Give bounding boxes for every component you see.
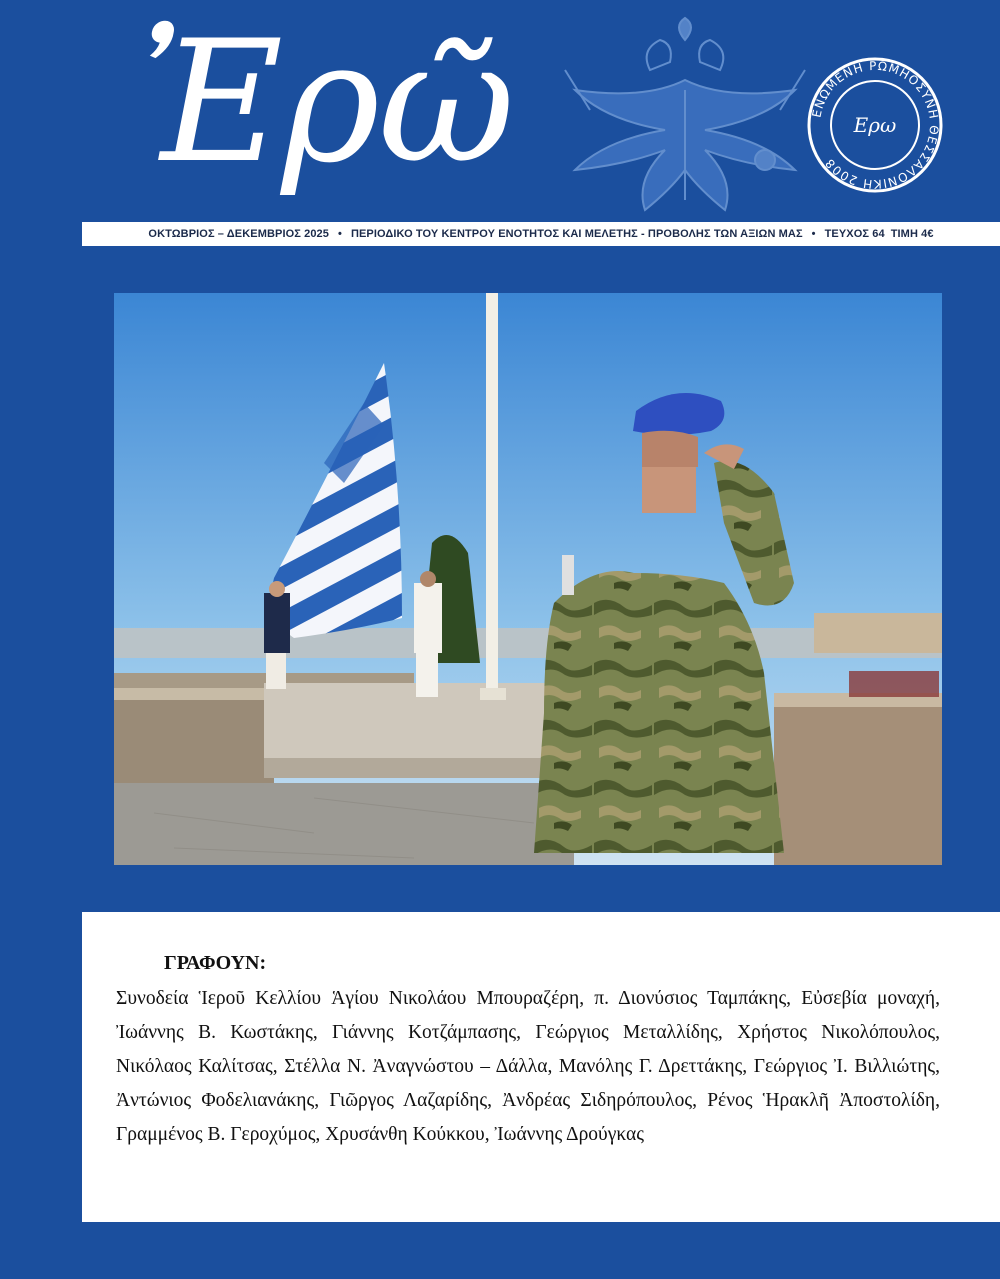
issue-price: ΤΙΜΗ 4€: [890, 228, 934, 240]
contributors-list: Συνοδεία Ἱεροῦ Κελλίου Ἁγίου Νικολάου Μπουραζέρη, π. Διονύσιος Ταμπάκης, Εὐσεβία μοναχή, Ἰωάννης Β. Κωστάκης, Γιάννης Κοτζάμπασης, Γεώργιος Μεταλλίδης, Χρήστος Νικολόπουλος, Νικόλαος Καλίτσας, Στέλλα Ν. Ἀναγνώστου – Δάλλα, Μανόλης Γ. Δρεττάκης, Γεώργιος Ἰ. Βιλλιώτης, Ἀντώνιος Φοδελιανάκης, Γιῶργος Λαζαρίδης, Ἀνδρέας Σιδηρόπουλος, Ρένος Ἡρακλῆ Ἀποστολίδη, Γραμμένος Β. Γεροχύμος, Χρυσάνθη Κούκκου, Ἰωάννης Δρούγκας: [116, 988, 940, 1145]
issue-period: ΟΚΤΩΒΡΙΟΣ – ΔΕΚΕΜΒΡΙΟΣ 2025: [148, 228, 329, 240]
double-headed-eagle-emblem: [560, 10, 810, 230]
separator-dot: •: [338, 228, 342, 240]
seal-ring-text: ΕΝΩΜΕΝΗ ΡΩΜΗΟΣΥΝΗ ΘΕΣΣΑΛΟΝΙΚΗ 2008: [809, 58, 942, 192]
contributors-box: [82, 912, 1000, 1222]
seal-monogram: Ερω: [853, 113, 897, 137]
issue-info-strip: [82, 222, 1000, 246]
magazine-title: Ἐρῶ: [140, 4, 514, 200]
magazine-description: ΠΕΡΙΟΔΙΚΟ ΤΟΥ ΚΕΝΤΡΟΥ ΕΝΟΤΗΤΟΣ ΚΑΙ ΜΕΛΕΤΗΣ - ΠΡΟΒΟΛΗΣ ΤΩΝ ΑΞΙΩΝ ΜΑΣ: [350, 228, 803, 240]
contributors-heading: ΓΡΑΦΟΥΝ:: [164, 952, 267, 974]
cover-photo: [114, 293, 942, 865]
separator-dot: •: [811, 228, 816, 240]
issue-number: ΤΕΥΧΟΣ 64: [824, 228, 885, 240]
seal-emblem: [806, 56, 944, 194]
